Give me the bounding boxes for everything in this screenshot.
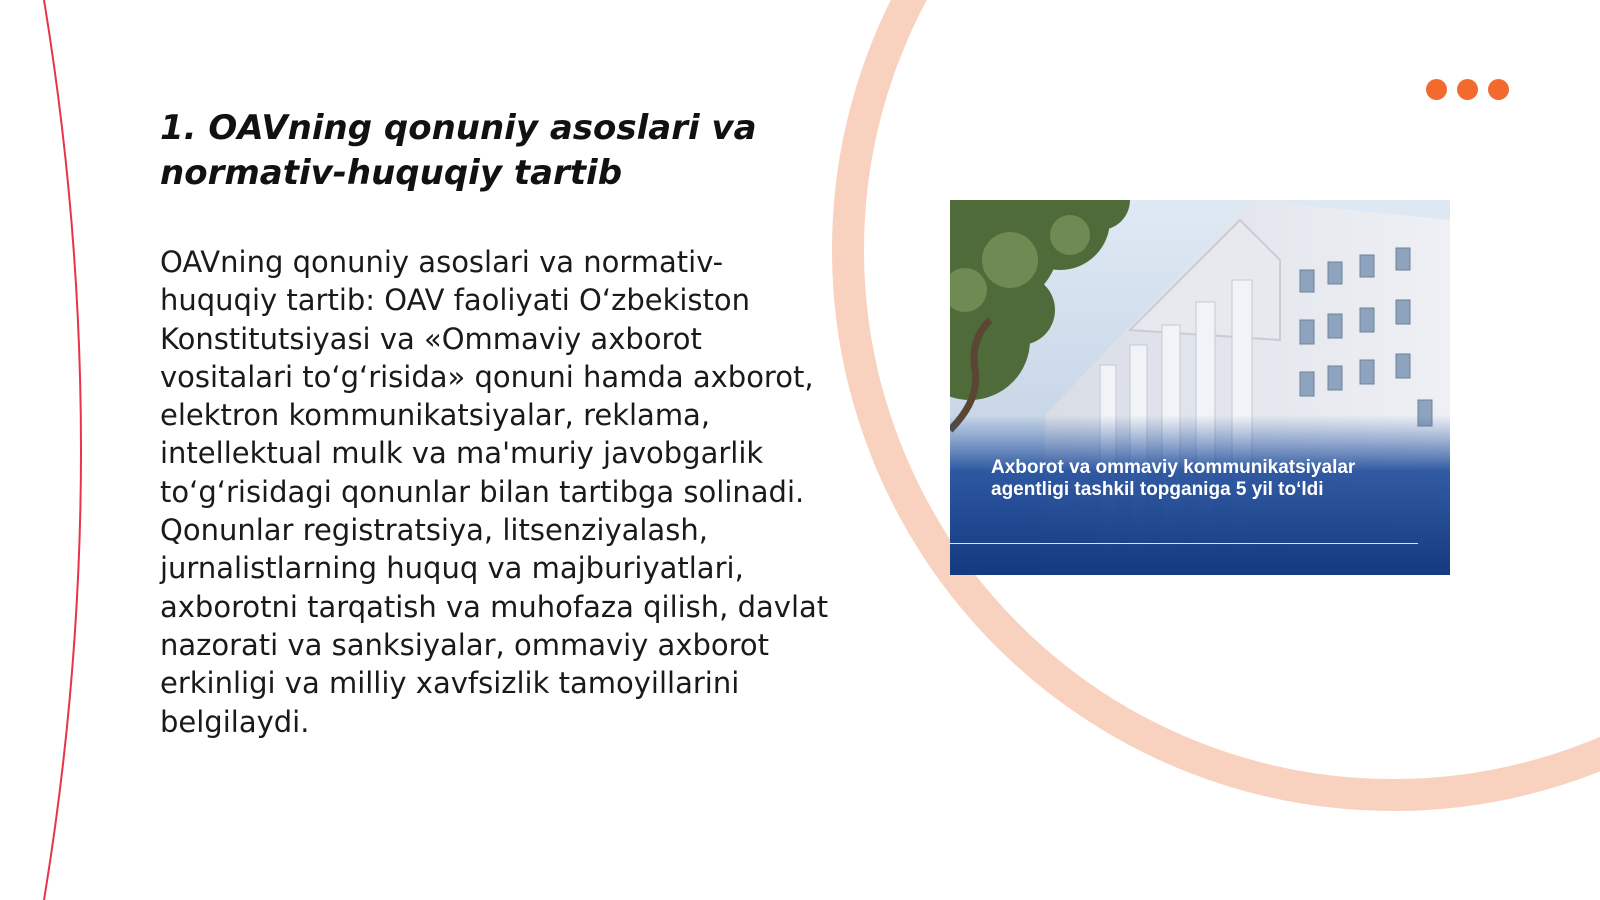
photo-caption: Axborot va ommaviy kommunikatsiyalar agentligi tashkil topganiga 5 yil to‘ldi xyxy=(991,457,1356,500)
decorative-left-arc xyxy=(44,0,81,900)
decorative-dots xyxy=(1426,79,1509,100)
building-illustration xyxy=(950,200,1450,575)
dot-icon xyxy=(1457,79,1478,100)
dot-icon xyxy=(1488,79,1509,100)
building-photo xyxy=(950,200,1450,575)
slide-body-text: OAVning qonuniy asoslari va normativ-huquqiy tartib: OAV faoliyati O‘zbekiston Konstitutsiyasi va «Ommaviy axborot vositalari to‘g‘risida» qonuni hamda axborot, elektron kommunikatsiyalar, reklama, intellektual mulk va ma'muriy javobgarlik to‘g‘risidagi qonunlar bilan tartibga solinadi. Qonunlar registratsiya, litsenziyalash, jurnalistlarning huquq va majburiyatlari, axborotni tarqatish va muhofaza qilish, davlat nazorati va sanksiyalar, ommaviy axborot erkinligi va milliy xavfsizlik tamoyillarini belgilaydi. xyxy=(160,245,829,739)
dot-icon xyxy=(1426,79,1447,100)
slide-title: 1. OAVning qonuniy asoslari va normativ-huquqiy tartib xyxy=(160,108,757,193)
caption-divider xyxy=(950,543,1418,544)
